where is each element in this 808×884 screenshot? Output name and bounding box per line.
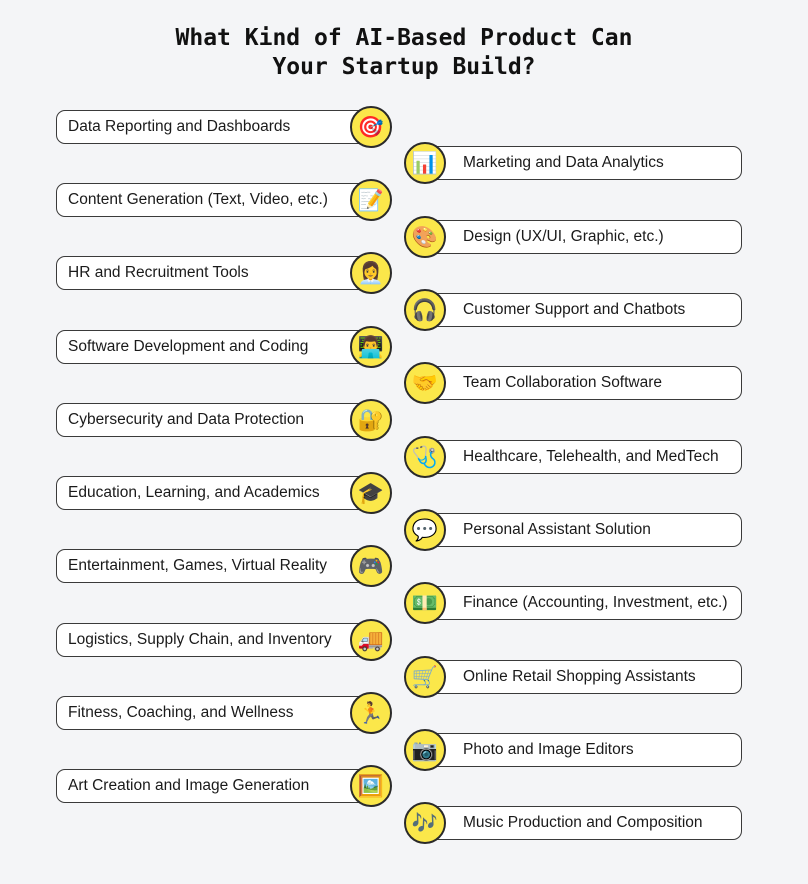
palette-icon: 🎨 bbox=[404, 216, 446, 258]
item-hr-recruitment bbox=[56, 256, 372, 290]
delivery-truck-icon: 🚚 bbox=[350, 619, 392, 661]
item-label: Music Production and Composition bbox=[463, 814, 703, 831]
runner-icon: 🏃 bbox=[350, 692, 392, 734]
title-line-2: Your Startup Build? bbox=[272, 54, 536, 80]
item-label: Entertainment, Games, Virtual Reality bbox=[68, 557, 328, 574]
music-notes-icon: 🎶 bbox=[404, 802, 446, 844]
item-label: Healthcare, Telehealth, and MedTech bbox=[463, 448, 719, 465]
speech-bubble-icon: 💬 bbox=[404, 509, 446, 551]
item-logistics bbox=[56, 623, 372, 657]
item-education bbox=[56, 476, 372, 510]
item-team-collaboration bbox=[424, 366, 742, 400]
item-label: Data Reporting and Dashboards bbox=[68, 118, 291, 135]
item-label: Customer Support and Chatbots bbox=[463, 301, 686, 318]
title-line-1: What Kind of AI-Based Product Can bbox=[175, 25, 633, 51]
item-label: Content Generation (Text, Video, etc.) bbox=[68, 191, 328, 208]
item-label: Finance (Accounting, Investment, etc.) bbox=[463, 594, 728, 611]
bar-chart-icon: 📊 bbox=[404, 142, 446, 184]
item-label: Cybersecurity and Data Protection bbox=[68, 411, 305, 428]
money-icon: 💵 bbox=[404, 582, 446, 624]
framed-picture-icon: 🖼️ bbox=[350, 765, 392, 807]
item-marketing-analytics bbox=[424, 146, 742, 180]
office-worker-icon: 👩‍💼 bbox=[350, 252, 392, 294]
shopping-cart-icon: 🛒 bbox=[404, 656, 446, 698]
item-fitness bbox=[56, 696, 372, 730]
item-online-retail bbox=[424, 660, 742, 694]
handshake-icon: 🤝 bbox=[404, 362, 446, 404]
page-title bbox=[0, 24, 808, 82]
technologist-icon: 👨‍💻 bbox=[350, 326, 392, 368]
stethoscope-icon: 🩺 bbox=[404, 436, 446, 478]
item-software-development bbox=[56, 330, 372, 364]
item-label: Marketing and Data Analytics bbox=[463, 154, 664, 171]
item-label: Fitness, Coaching, and Wellness bbox=[68, 704, 294, 721]
item-design bbox=[424, 220, 742, 254]
item-label: Art Creation and Image Generation bbox=[68, 777, 310, 794]
item-label: Software Development and Coding bbox=[68, 338, 309, 355]
item-label: Photo and Image Editors bbox=[463, 741, 634, 758]
item-label: Team Collaboration Software bbox=[463, 374, 663, 391]
item-finance bbox=[424, 586, 742, 620]
item-label: Logistics, Supply Chain, and Inventory bbox=[68, 631, 332, 648]
item-label: HR and Recruitment Tools bbox=[68, 264, 249, 281]
item-entertainment bbox=[56, 549, 372, 583]
item-personal-assistant bbox=[424, 513, 742, 547]
item-healthcare bbox=[424, 440, 742, 474]
item-cybersecurity bbox=[56, 403, 372, 437]
memo-icon: 📝 bbox=[350, 179, 392, 221]
item-photo-editors bbox=[424, 733, 742, 767]
item-data-reporting bbox=[56, 110, 372, 144]
graduation-cap-icon: 🎓 bbox=[350, 472, 392, 514]
headphones-icon: 🎧 bbox=[404, 289, 446, 331]
item-art-creation bbox=[56, 769, 372, 803]
item-music-production bbox=[424, 806, 742, 840]
camera-icon: 📷 bbox=[404, 729, 446, 771]
lock-key-icon: 🔐 bbox=[350, 399, 392, 441]
item-label: Online Retail Shopping Assistants bbox=[463, 668, 696, 685]
item-label: Design (UX/UI, Graphic, etc.) bbox=[463, 228, 664, 245]
target-icon: 🎯 bbox=[350, 106, 392, 148]
game-controller-icon: 🎮 bbox=[350, 545, 392, 587]
item-customer-support bbox=[424, 293, 742, 327]
item-content-generation bbox=[56, 183, 372, 217]
item-label: Education, Learning, and Academics bbox=[68, 484, 320, 501]
item-label: Personal Assistant Solution bbox=[463, 521, 651, 538]
